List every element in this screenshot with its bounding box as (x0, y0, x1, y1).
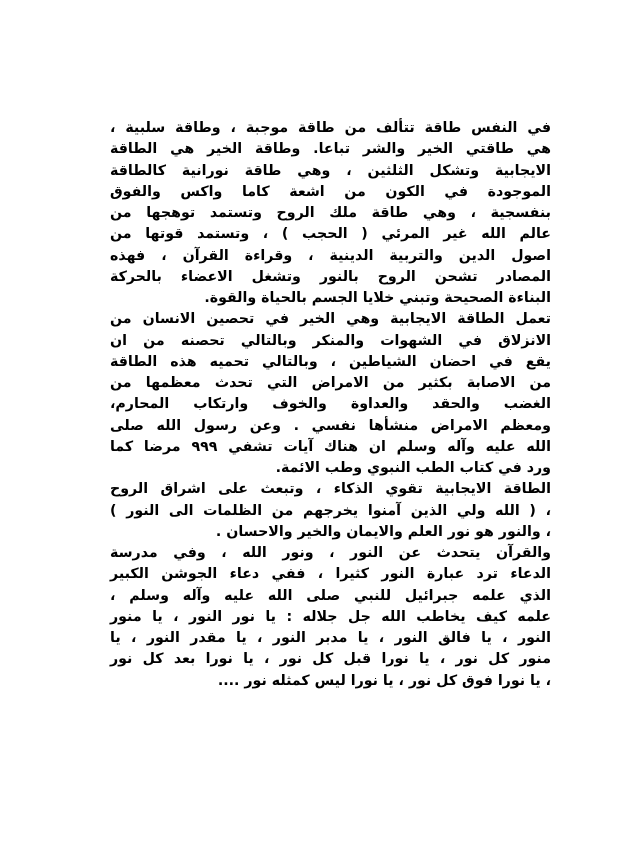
text-line: من الاصابة بكثير من الامراض التي تحدث معظمها من (110, 375, 551, 391)
body-text (110, 118, 551, 692)
text-line: منور كل نور ، يا نورا قبل كل نور ، يا نورا بعد كل نور (110, 651, 551, 668)
text-line: ، ( الله ولي الذين آمنوا يخرجهم من الظلمات الى النور ) (110, 502, 551, 519)
text-line: اصول الدين والتربية الدينية ، وقراءة القرآن ، فهذه (110, 247, 551, 264)
text-line: ومعظم الامراض منشأها نفسي . وعن رسول الله صلى (110, 417, 551, 434)
text-line: تعمل الطاقة الايجابية وهي الخير في تحصين الانسان من (110, 311, 551, 328)
text-line: ، والنور هو نور العلم والايمان والخير والاحسان . (215, 523, 551, 540)
text-line: الغضب والحقد والعداوة والخوف وارتكاب المحارم، (110, 396, 551, 413)
text-line: الله عليه وآله وسلم ان هناك آيات تشفي ٩٩٩ مرضا كما (110, 438, 551, 455)
text-line: الطاقة الايجابية تقوي الذكاء ، وتبعث على اشراق الروح (110, 481, 551, 498)
text-line: هي طاقتي الخير والشر تباعا. وطاقة الخير هي الطاقة (110, 141, 551, 158)
text-line: الانزلاق في الشهوات والمنكر وبالتالي تحصنه من ان (110, 332, 551, 349)
text-line: المصادر تشحن الروح بالنور وتشغل الاعضاء بالحركة (110, 268, 551, 285)
text-line: والقرآن يتحدث عن النور ، ونور الله ، وفي مدرسة (110, 545, 551, 561)
text-line: بنفسجية ، وهي طاقة ملك الروح وتستمد توهجها من (110, 205, 551, 221)
text-line: ، يا نورا فوق كل نور ، يا نورا ليس كمثله نور .... (217, 672, 551, 689)
text-line: الايجابية وتشكل الثلثين ، وهي طاقة نورانية كالطاقة (110, 162, 551, 179)
text-line: الموجودة في الكون من اشعة كاما واكس والفوق (110, 183, 551, 200)
text-line: الذي علمه جبرائيل للنبي صلى الله عليه وآله وسلم ، (110, 587, 551, 604)
text-line: ورد في كتاب الطب النبوي وطب الائمة. (275, 460, 551, 476)
text-line: البناءة الصحيحة وتبني خلايا الجسم بالحياة والقوة. (204, 290, 551, 306)
text-line: الدعاء ترد عبارة النور كثيرا ، ففي دعاء الجوشن الكبير (110, 566, 551, 583)
text-line: علمه كيف يخاطب الله جل جلاله : يا نور النور ، يا منور (110, 608, 551, 625)
text-line: عالم الله غير المرئي ( الحجب ) ، وتستمد قوتها من (110, 226, 551, 243)
text-line: في النفس طاقة تتألف من طاقة موجبة ، وطاقة سلبية ، (110, 120, 551, 136)
text-line: النور ، يا فالق النور ، يا مدبر النور ، يا مقدر النور ، يا (110, 630, 551, 646)
text-line: يقع في احضان الشياطين ، وبالتالي تحميه هذه الطاقة (110, 353, 551, 370)
